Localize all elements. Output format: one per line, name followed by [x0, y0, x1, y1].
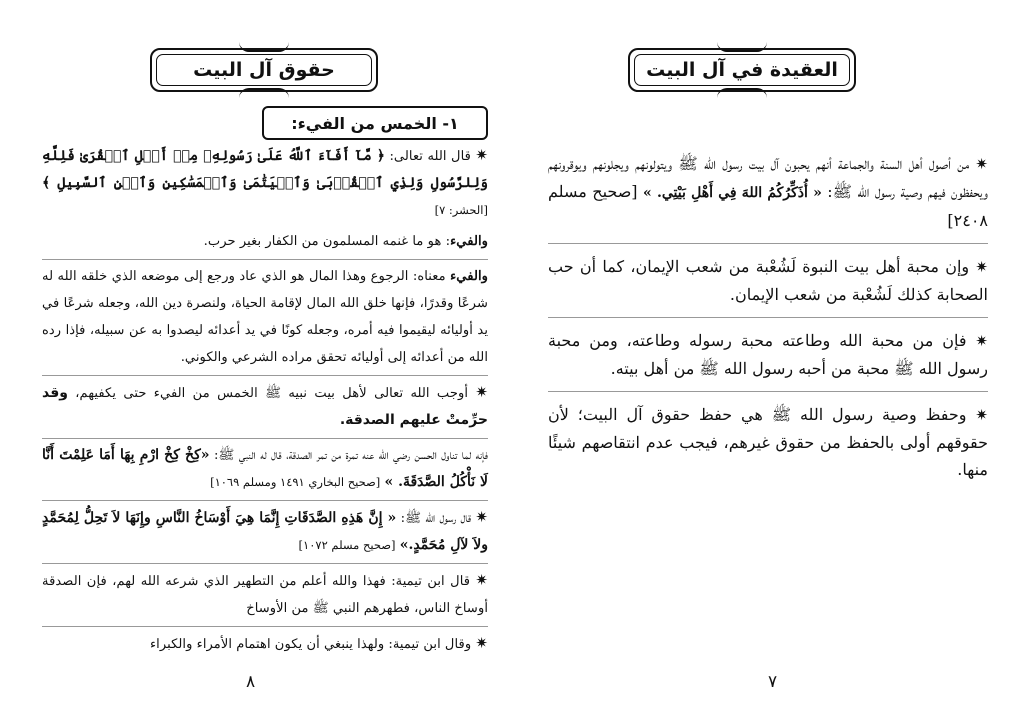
paragraph: ✷ قال الله تعالى: ﴿ مَّآ أَفَآءَ ٱللَّهُ عَلَىٰ رَسُولِهِۦ مِنۡ أَهۡلِ ٱلۡقُرَىٰ فَلِلَّهِ وَلِلرَّسُولِ وَلِذِي ٱلۡقُرۡبَىٰ وَٱلۡيَتَٰمَىٰ وَٱلۡمَسَٰكِينِ وَٱبۡنِ ٱلسَّبِيلِ ﴾ [الحشر: ٧] [42, 146, 488, 217]
paragraph: والفيء معناه: الرجوع وهذا المال هو الذي عاد ورجع إلى موضعه الذي خلقه الله له شرعًا وقدرًا، فإنها خلق الله المال لإقامة الحياة، ولنصرة دين الله، وجعله شرعًا في يد أوليائه ليقيموا فيه أمره، وجعله كونًا في يد أعدائه ليصدوا به عن سبيله، فإذا رده الله من أعدائه إلى أوليائه تحقق مراده الشرعي والكوني. [42, 269, 488, 365]
divider [42, 500, 488, 501]
star-bullet-icon: ✷ [475, 571, 488, 589]
divider [42, 375, 488, 376]
right-page-title: العقيدة في آل البيت [646, 59, 838, 81]
quran-verse: ﴿ مَّآ أَفَآءَ ٱللَّهُ عَلَىٰ رَسُولِهِۦ مِنۡ أَهۡلِ ٱلۡقُرَىٰ فَلِلَّهِ وَلِلرَّسُولِ وَلِذِي ٱلۡقُرۡبَىٰ وَٱلۡيَتَٰمَىٰ وَٱلۡمَسَٰكِينِ وَٱبۡنِ ٱلسَّبِيلِ ﴾ [42, 148, 488, 191]
reference: [الحشر: ٧] [434, 203, 488, 217]
left-body-text [42, 142, 488, 662]
page-number: ٧ [768, 672, 778, 692]
star-bullet-icon: ✷ [475, 508, 488, 526]
paragraph: ✷ أوجب الله تعالى لأهل بيت نبيه ﷺ الخمس من الفيء حتى يكفيهم، وقد حرِّمتْ عليهم الصدقة. [42, 383, 488, 428]
reference: [صحيح مسلم ٢٤٠٨] [548, 182, 988, 230]
star-bullet-icon: ✷ [975, 258, 988, 276]
paragraph: ✷ وحفظ وصية رسول الله ﷺ هي حفظ حقوق آل البيت؛ لأن حقوقهم أولى بالحفظ من حقوق غيرهم، فيجب عدم انتقاصهم شيئًا منها. [548, 405, 988, 479]
star-bullet-icon: ✷ [975, 406, 988, 424]
paragraph: ✷ قال ابن تيمية: فهذا والله أعلم من التطهير الذي شرعه الله لهم، فإن الصدقة أوساخ الناس، فطهرهم النبي ﷺ من الأوساخ [42, 571, 488, 616]
star-bullet-icon: ✷ [975, 155, 988, 173]
star-bullet-icon: ✷ [475, 146, 488, 164]
star-bullet-icon: ✷ [475, 383, 488, 401]
right-header-frame [624, 42, 860, 98]
paragraph: والفيء: هو ما غنمه المسلمون من الكفار بغير حرب. [203, 234, 488, 249]
paragraph: ✷ وقال ابن تيمية: ولهذا ينبغي أن يكون اهتمام الأمراء والكبراء [149, 634, 488, 652]
hadith-text: « أُذَكِّرُكُمُ اللهَ فِي أَهْلِ بَيْتِي. » [643, 185, 822, 201]
divider [42, 626, 488, 627]
right-body-text [548, 150, 988, 483]
paragraph: ✷ فإن من محبة الله وطاعته محبة رسوله وطاعته، ومن محبة رسول الله ﷺ محبة من أحبه رسول الله ﷺ من أهل بيته. [548, 331, 988, 378]
hadith-text: « إِنَّ هَذِهِ الصَّدَقَاتِ إِنَّمَا هِيَ أَوْسَاخُ النَّاسِ وإِنَهَا لاَ تَحِلُّ لِمُحَمَّدٍ ولاَ لآلِ مُحَمَّدٍ.» [42, 510, 488, 553]
paragraph: فإنه لما تناول الحسن رضي الله عنه تمرة من تمر الصدقة، قال له النبي ﷺ: «كِخْ كِخْ ارْمِ بِهَا أَمَا عَلِمْتَ أَنَّا لَا نَأْكُلُ الصَّدَقَةَ. » [صحيح البخاري ١٤٩١ ومسلم ١٠٦٩] [42, 447, 488, 490]
reference: [صحيح مسلم ١٠٧٢] [298, 538, 396, 552]
divider [548, 317, 988, 318]
paragraph: ✷ قال رسول الله ﷺ: « إِنَّ هَذِهِ الصَّدَقَاتِ إِنَّمَا هِيَ أَوْسَاخُ النَّاسِ وإِنَهَا لاَ تَحِلُّ لِمُحَمَّدٍ ولاَ لآلِ مُحَمَّدٍ.» [صحيح مسلم ١٠٧٢] [42, 508, 488, 553]
paragraph: ✷ من أصول أهل السنة والجماعة أنهم يحبون آل بيت رسول الله ﷺ ويتولونهم ويجلونهم ويوقرونهم ويحفظون فيهم وصية رسول الله ﷺ: « أُذَكِّرُكُمُ اللهَ فِي أَهْلِ بَيْتِي. » [صحيح مسلم ٢٤٠٨] [548, 154, 988, 230]
divider [548, 243, 988, 244]
page-number: ٨ [246, 672, 256, 692]
divider [42, 563, 488, 564]
star-bullet-icon: ✷ [975, 332, 988, 350]
divider [42, 259, 488, 260]
divider [42, 438, 488, 439]
left-header-frame [146, 42, 382, 98]
reference: [صحيح البخاري ١٤٩١ ومسلم ١٠٦٩] [210, 475, 381, 489]
left-page-title: حقوق آل البيت [193, 59, 335, 81]
section-title: ١- الخمس من الفيء: [262, 106, 488, 140]
star-bullet-icon: ✷ [475, 634, 488, 652]
divider [548, 391, 988, 392]
emphasis-text: وقد حرِّمتْ عليهم الصدقة. [42, 385, 488, 428]
paragraph: ✷ وإن محبة أهل بيت النبوة لَشُعْبة من شعب الإيمان، كما أن حب الصحابة كذلك لَشُعْبة من شعب الإيمان. [548, 257, 988, 304]
right-page [512, 0, 1024, 721]
hadith-text: «كِخْ كِخْ ارْمِ بِهَا أَمَا عَلِمْتَ أَنَّا لَا نَأْكُلُ الصَّدَقَةَ. » [42, 447, 488, 490]
